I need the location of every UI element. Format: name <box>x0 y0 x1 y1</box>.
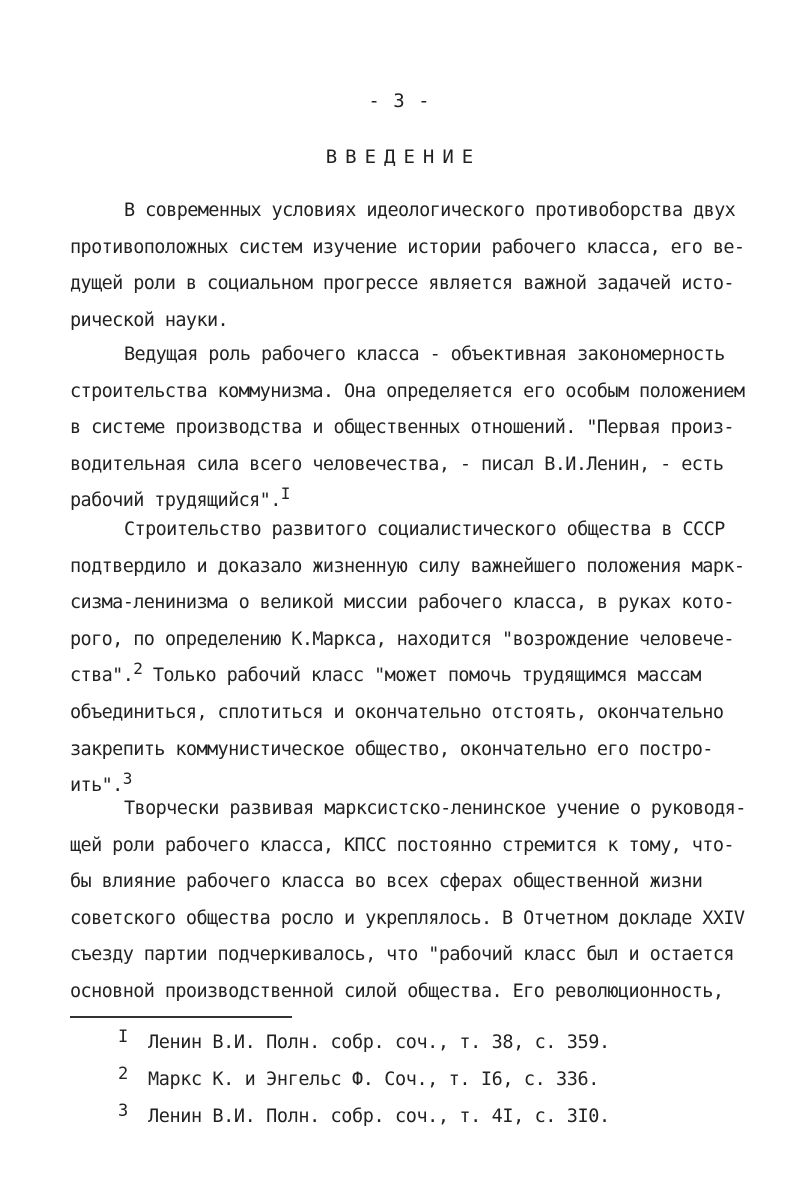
text-line: противоположных систем изучение истории рабочего класса, его ве- <box>70 236 745 258</box>
text-fragment: Только рабочий класс "может помочь трудящимся массам <box>142 665 701 687</box>
text-line: в системе производства и общественных отношений. "Первая произ- <box>70 417 734 439</box>
text-line <box>70 658 760 695</box>
paragraph-4 <box>70 791 760 1011</box>
footnote-divider <box>70 1016 292 1018</box>
text-line: основной производственной силой общества. Его революционность, <box>70 980 724 1002</box>
text-line: закрепить коммунистическое общество, окончательно его постро- <box>70 738 713 760</box>
text-line: подтвердило и доказало жизненную силу важнейшего положения марк- <box>70 555 745 577</box>
text-line: Творчески развивая марксистско-ленинское учение о руководя- <box>124 798 746 819</box>
text-line: водительная сила всего человечества, - писал В.И.Ленин, - есть <box>70 453 724 475</box>
footnote-reference: I <box>280 484 290 504</box>
text-line: съезду партии подчеркивалось, что "рабочий класс был и остается <box>70 944 734 966</box>
text-line: рого, по определению К.Маркса, находится "возрождение человече- <box>70 628 734 650</box>
text-line: щей роли рабочего класса, КПСС постоянно стремится к тому, что- <box>70 834 734 856</box>
footnote-reference: 3 <box>122 769 132 789</box>
paragraph-1 <box>70 193 760 339</box>
text-line: В современных условиях идеологического противоборства двух <box>124 200 736 221</box>
text-line: Ведущая роль рабочего класса - объективная закономерность <box>124 344 725 365</box>
footnotes <box>118 1024 610 1135</box>
footnote-reference: 2 <box>133 659 143 679</box>
footnote-text: Маркс К. и Энгельс Ф. Соч., т. I6, с. 336. <box>148 1069 599 1090</box>
text-line: рической науки. <box>70 309 229 331</box>
footnote-text: Ленин В.И. Полн. собр. соч., т. 4I, с. 3I0. <box>148 1106 610 1127</box>
text-fragment: ства". <box>70 665 134 687</box>
paragraph-3 <box>70 512 760 805</box>
text-line: строительства коммунизма. Она определяется его особым положением <box>70 380 745 402</box>
text-line: объединиться, сплотиться и окончательно отстоять, окончательно <box>70 701 724 723</box>
text-line: дущей роли в социальном прогрессе является важной задачей исто- <box>70 273 734 295</box>
footnote-1: I Ленин В.И. Полн. собр. соч., т. 38, с. 359. <box>118 1027 610 1053</box>
text-line: Строительство развитого социалистического общества в СССР <box>124 519 725 540</box>
text-fragment: ить". <box>70 775 123 797</box>
section-title: ВВЕДЕНИЕ <box>325 146 482 168</box>
paragraph-2 <box>70 337 760 520</box>
text-line: бы влияние рабочего класса во всех сферах общественной жизни <box>70 871 703 893</box>
footnote-3: 3 Ленин В.И. Полн. собр. соч., т. 4I, с. 3I0. <box>118 1101 610 1127</box>
footnote-2: 2 Маркс К. и Энгельс Ф. Соч., т. I6, с. 336. <box>118 1064 599 1090</box>
footnote-text: Ленин В.И. Полн. собр. соч., т. 38, с. 359. <box>148 1032 610 1053</box>
page-number: - 3 - <box>368 90 431 112</box>
text-line: сизма-ленинизма о великой миссии рабочего класса, в руках кото- <box>70 592 734 614</box>
text-fragment: рабочий трудящийся". <box>70 490 281 512</box>
text-line: советского общества росло и укреплялось. В Отчетном докладе XXIV <box>70 907 745 929</box>
